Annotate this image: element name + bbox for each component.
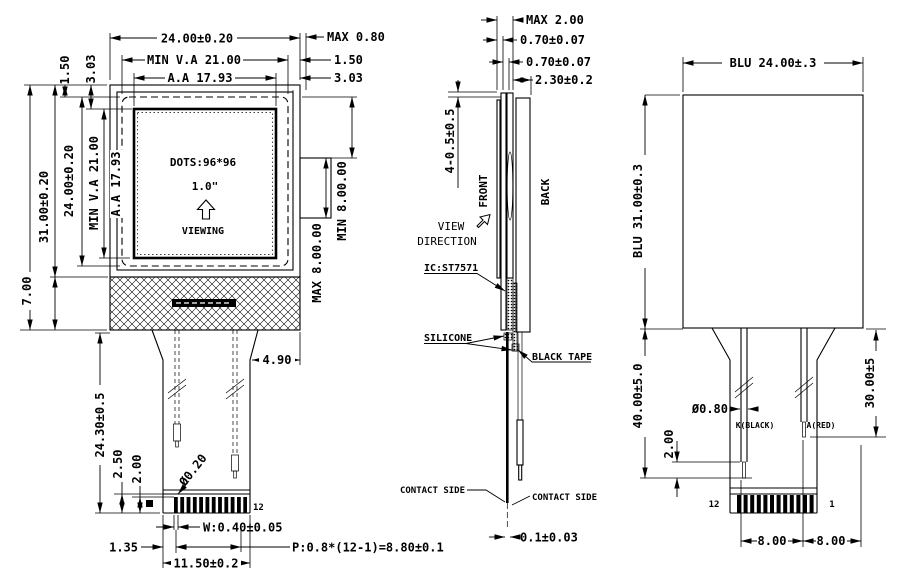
backlight-wires-hidden	[168, 330, 244, 478]
glass-mark	[507, 152, 513, 220]
display-dots-label: DOTS:96*96	[169, 156, 237, 169]
wire-k-label: K(BLACK)	[735, 421, 775, 430]
front-side-label: FRONT	[477, 174, 490, 208]
dim-wire-pitch-right: 8.00	[816, 534, 846, 548]
contact-side-label-right: CONTACT SIDE	[532, 493, 598, 503]
fpc-tail	[152, 330, 258, 513]
polarizer-layer	[497, 100, 500, 278]
glass-layer-1	[501, 93, 506, 330]
dim-silicone-dots: 4-0.5±0.5	[443, 108, 457, 174]
dim-blu-height: BLU 31.00±0.3	[631, 164, 645, 258]
display-size-label: 1.0"	[191, 180, 219, 193]
back-side-label: BACK	[539, 178, 552, 206]
fpc-side	[506, 332, 509, 503]
black-tape-label: BLACK TAPE	[532, 352, 593, 363]
back-view	[631, 56, 886, 548]
dim-max-thickness: MAX 2.00	[526, 13, 584, 27]
ic-label: IC:ST7571	[424, 263, 479, 274]
side-view	[400, 13, 597, 545]
side-dimensions	[443, 13, 593, 188]
dim-hole: Ø0.20	[176, 451, 210, 489]
dim-width-total: 24.00±0.20	[160, 31, 234, 46]
dim-va-gap-h: 1.50	[334, 53, 363, 67]
dim-wire-dia: Ø0.80	[691, 402, 728, 416]
dim-tail-length: 24.30±0.5	[93, 392, 107, 458]
silicone-label: SILICONE	[424, 333, 473, 344]
dim-contact-h1: 2.50	[111, 449, 125, 479]
dim-pitch: P:0.8*(12-1)=8.80±0.1	[292, 540, 444, 555]
dim-glass2: 0.70±0.07	[526, 55, 592, 69]
dim-fpc-min: MIN 8.00.00	[335, 161, 349, 241]
dim-blu-width: BLU 24.00±.3	[729, 56, 817, 70]
dim-height-total: 31.00±0.20	[37, 170, 51, 244]
pin-number-12: 12	[253, 503, 264, 513]
view-direction-word2: DIRECTION	[417, 235, 477, 248]
dim-fpc-thickness: 0.1±0.03	[520, 530, 578, 545]
dim-aa-width: A.A 17.93	[167, 71, 233, 85]
dim-wire-strip: 2.00	[662, 429, 676, 459]
dim-wire-a-length: 30.00±5	[863, 357, 877, 409]
dim-margin: 1.35	[109, 540, 138, 555]
front-view	[20, 30, 444, 571]
dim-blu-thickness: 2.30±0.2	[535, 73, 593, 87]
dim-glass1: 0.70±0.07	[520, 33, 586, 47]
viewing-arrow-icon	[198, 200, 215, 219]
dim-wire-pitch-left: 8.00	[757, 534, 787, 548]
backlight-side	[516, 98, 530, 332]
dim-va-gap-v: 1.50	[58, 55, 72, 85]
dim-tail-offset: 4.90	[262, 353, 292, 367]
dim-va-height: MIN V.A 21.00	[87, 136, 101, 230]
dim-contact-h2: 2.00	[130, 454, 144, 484]
viewing-label: VIEWING	[181, 226, 225, 237]
wire-a-label: A(RED)	[806, 421, 836, 430]
alignment-mark	[146, 500, 153, 507]
contact-side-label-left: CONTACT SIDE	[399, 486, 465, 496]
dim-fpc-max: MAX 8.00.00	[310, 223, 324, 303]
dim-aa-height: A.A 17.93	[109, 151, 123, 217]
dim-tail-width: 11.50±0.2	[173, 556, 239, 571]
back-pin-number-12: 12	[708, 500, 720, 510]
dim-polarizer-max: MAX 0.80	[327, 30, 385, 44]
view-direction-word1: VIEW	[437, 220, 465, 233]
dim-wire-k-length: 40.00±5.0	[631, 363, 645, 429]
dim-aa-gap-h: 3.03	[334, 71, 363, 85]
dim-bezel-height: 7.00	[20, 276, 34, 306]
dim-va-width: MIN V.A 21.00	[147, 53, 241, 67]
dim-glass-height: 24.00±0.20	[62, 144, 76, 218]
back-dimensions	[631, 56, 877, 548]
wire-side	[517, 420, 523, 465]
ic-region	[507, 278, 513, 330]
back-pin-number-1: 1	[829, 500, 835, 510]
view-direction-arrow-icon	[477, 215, 490, 228]
backlight-outline	[683, 95, 863, 328]
glass-layer-2	[507, 93, 513, 278]
backlight-wires	[735, 328, 813, 478]
dim-pin-width: W:0.40±0.05	[203, 520, 283, 535]
dim-aa-gap-v: 3.03	[84, 54, 98, 84]
